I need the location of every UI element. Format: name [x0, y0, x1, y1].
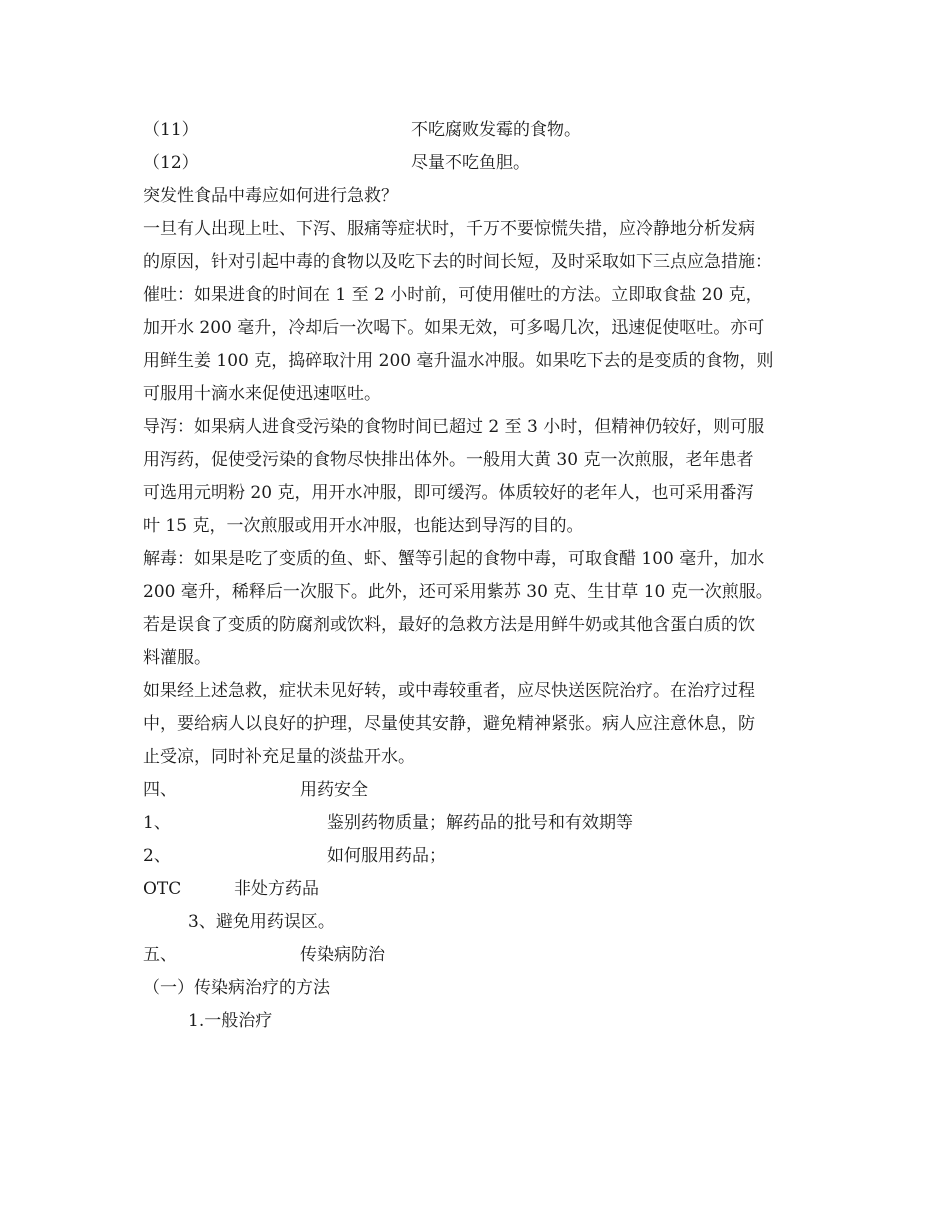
- paragraph-line: 解毒：如果是吃了变质的鱼、虾、蟹等引起的食物中毒，可取食醋 100 毫升，加水: [143, 549, 765, 569]
- section-number: 四、: [143, 780, 177, 800]
- otc-text: 非处方药品: [234, 879, 319, 899]
- paragraph-line: 可服用十滴水来促使迅速呕吐。: [143, 384, 381, 404]
- sub-subsection-heading: 1.一般治疗: [188, 1011, 273, 1031]
- paragraph-line: 止受凉，同时补充足量的淡盐开水。: [143, 747, 415, 767]
- paragraph-line: 叶 15 克，一次煎服或用开水冲服，也能达到导泻的目的。: [143, 516, 584, 536]
- item-number: 1、: [143, 813, 171, 833]
- paragraph-line: 可选用元明粉 20 克，用开水冲服，即可缓泻。体质较好的老年人，也可采用番泻: [143, 483, 754, 503]
- list-text: 不吃腐败发霉的食物。: [411, 120, 581, 140]
- paragraph-line: 一旦有人出现上吐、下泻、服痛等症状时，千万不要惊慌失措，应冷静地分析发病: [143, 219, 755, 239]
- otc-label: OTC: [143, 879, 182, 899]
- item-text: 如何服用药品；: [327, 846, 446, 866]
- list-text: 尽量不吃鱼胆。: [411, 153, 530, 173]
- numbered-item-3: 3、避免用药误区。: [188, 912, 335, 932]
- paragraph-line: 料灌服。: [143, 648, 211, 668]
- list-number: （11）: [143, 120, 199, 140]
- item-text: 鉴别药物质量；解药品的批号和有效期等: [327, 813, 633, 833]
- paragraph-line: 如果经上述急救，症状未见好转，或中毒较重者，应尽快送医院治疗。在治疗过程: [143, 681, 755, 701]
- paragraph-line: 用鲜生姜 100 克，捣碎取汁用 200 毫升温水冲服。如果吃下去的是变质的食物，则: [143, 351, 774, 371]
- subsection-heading: （一）传染病治疗的方法: [143, 978, 330, 998]
- paragraph-line: 导泻：如果病人进食受污染的食物时间已超过 2 至 3 小时，但精神仍较好，则可服: [143, 417, 765, 437]
- item-number: 2、: [143, 846, 171, 866]
- section-number: 五、: [143, 945, 177, 965]
- paragraph-line: 的原因，针对引起中毒的食物以及吃下去的时间长短，及时采取如下三点应急措施：: [143, 252, 772, 272]
- paragraph-line: 加开水 200 毫升，冷却后一次喝下。如果无效，可多喝几次，迅速促使呕吐。亦可: [143, 318, 765, 338]
- paragraph-line: 200 毫升，稀释后一次服下。此外，还可采用紫苏 30 克、生甘草 10 克一次煎服。: [143, 582, 773, 602]
- paragraph-line: 用泻药，促使受污染的食物尽快排出体外。一般用大黄 30 克一次煎服，老年患者: [143, 450, 754, 470]
- question-heading: 突发性食品中毒应如何进行急救？: [143, 186, 398, 206]
- list-number: （12）: [143, 153, 199, 173]
- section-title: 用药安全: [300, 780, 368, 800]
- section-title: 传染病防治: [300, 945, 385, 965]
- paragraph-line: 若是误食了变质的防腐剂或饮料，最好的急救方法是用鲜牛奶或其他含蛋白质的饮: [143, 615, 755, 635]
- paragraph-line: 中，要给病人以良好的护理，尽量使其安静，避免精神紧张。病人应注意休息，防: [143, 714, 755, 734]
- paragraph-line: 催吐：如果进食的时间在 1 至 2 小时前，可使用催吐的方法。立即取食盐 20 克，: [143, 285, 763, 305]
